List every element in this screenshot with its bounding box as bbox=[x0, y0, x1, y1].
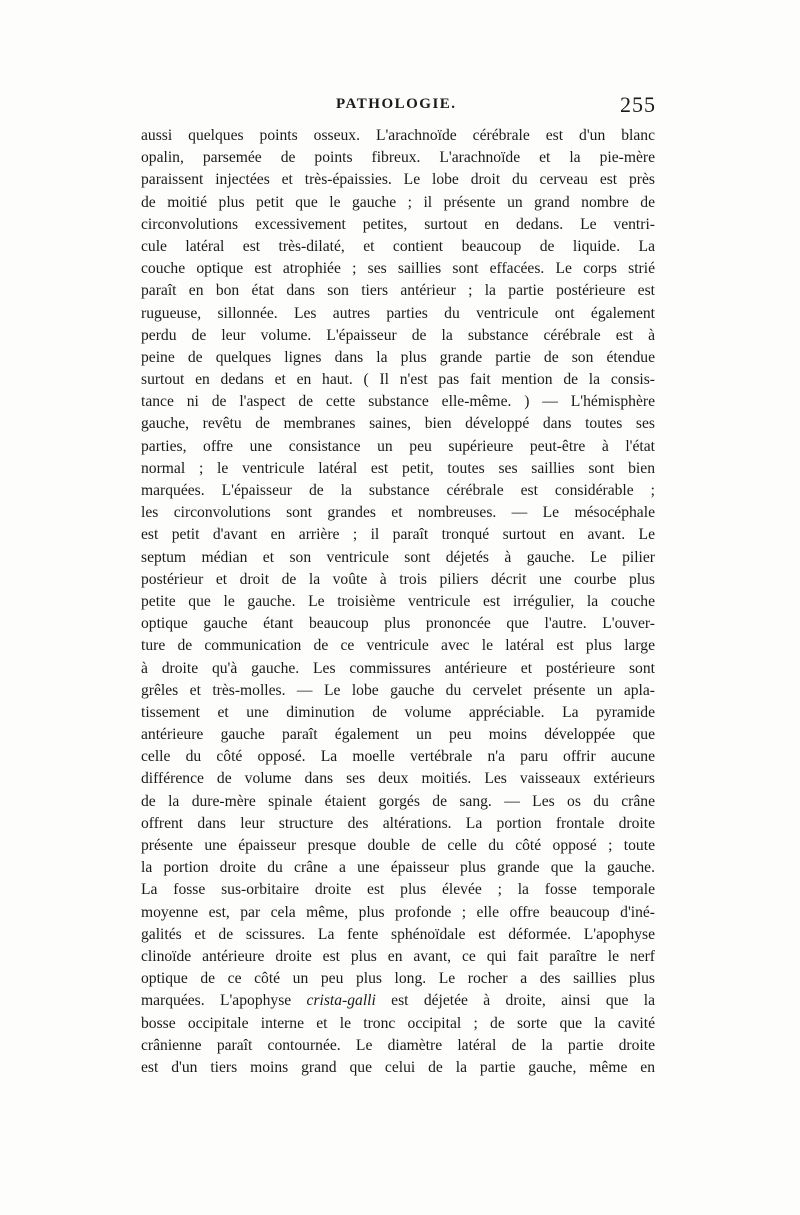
body-text bbox=[141, 125, 655, 1079]
text-line: petite que le gauche. Le troisième ventricule est irrégulier, la couche bbox=[141, 592, 655, 610]
text-line: de la dure-mère spinale étaient gorgés de sang. — Les os du crâne bbox=[141, 792, 655, 810]
text-line: perdu de leur volume. L'épaisseur de la substance cérébrale est à bbox=[141, 326, 655, 344]
text-line: normal ; le ventricule latéral est petit, toutes ses saillies sont bien bbox=[141, 459, 655, 477]
text-line: paraissent injectées et très-épaissies. Le lobe droit du cerveau est près bbox=[141, 171, 655, 189]
text-line: parties, offre une consistance un peu supérieure peut-être à l'état bbox=[141, 437, 655, 455]
text-line: optique de ce côté un peu plus long. Le rocher a des saillies plus bbox=[141, 970, 655, 988]
text-line: tissement et une diminution de volume appréciable. La pyramide bbox=[141, 703, 655, 721]
italic-term: crista-galli bbox=[306, 992, 376, 1010]
text-line: antérieure gauche paraît également un peu moins développée que bbox=[141, 726, 655, 744]
text-line: postérieur et droit de la voûte à trois piliers décrit une courbe plus bbox=[141, 570, 655, 588]
text-line: la portion droite du crâne a une épaisseur plus grande que la gauche. bbox=[141, 859, 655, 877]
text-line: est petit d'avant en arrière ; il paraît tronqué surtout en avant. Le bbox=[141, 526, 655, 544]
page-number: 255 bbox=[620, 92, 656, 117]
text-line: marquées. L'épaisseur de la substance cérébrale est considérable ; bbox=[141, 482, 655, 499]
text-line: grêles et très-molles. — Le lobe gauche du cervelet présente un apla- bbox=[141, 681, 655, 699]
text-line: clinoïde antérieure droite est plus en avant, ce qui fait paraître le nerf bbox=[141, 947, 655, 965]
text-segment: est déjetée à droite, ainsi que la bbox=[375, 992, 655, 1010]
running-head bbox=[140, 92, 656, 120]
text-line: gauche, revêtu de membranes saines, bien développé dans toutes ses bbox=[141, 415, 655, 433]
text-line: La fosse sus-orbitaire droite est plus élevée ; la fosse temporale bbox=[141, 881, 655, 899]
text-line: septum médian et son ventricule sont déjetés à gauche. Le pilier bbox=[141, 548, 655, 566]
text-line: ture de communication de ce ventricule avec le latéral est plus large bbox=[141, 637, 655, 655]
text-line: optique gauche étant beaucoup plus prononcée que l'autre. L'ouver- bbox=[141, 615, 655, 633]
text-line: opalin, parsemée de points fibreux. L'arachnoïde et la pie-mère bbox=[141, 149, 655, 167]
text-line: crânienne paraît contournée. Le diamètre latéral de la partie droite bbox=[141, 1036, 655, 1054]
text-line: circonvolutions excessivement petites, surtout en dedans. Le ventri- bbox=[141, 215, 655, 233]
text-line-italic bbox=[141, 990, 655, 1012]
text-line: tance ni de l'aspect de cette substance elle-même. ) — L'hémisphère bbox=[141, 393, 655, 411]
text-line: bosse occipitale interne et le tronc occipital ; de sorte que la cavité bbox=[141, 1014, 655, 1032]
text-line: différence de volume dans ses deux moitiés. Les vaisseaux extérieurs bbox=[141, 770, 655, 788]
text-line: est d'un tiers moins grand que celui de la partie gauche, même en bbox=[141, 1058, 655, 1076]
running-title: PATHOLOGIE. bbox=[336, 96, 457, 112]
text-line: surtout en dedans et en haut. ( Il n'est pas fait mention de la consis- bbox=[141, 371, 655, 389]
text-segment: marquées. L'apophyse bbox=[141, 992, 307, 1010]
text-line: les circonvolutions sont grandes et nombreuses. — Le mésocéphale bbox=[141, 504, 655, 522]
text-line: celle du côté opposé. La moelle vertébrale n'a paru offrir aucune bbox=[141, 748, 655, 766]
text-line: offrent dans leur structure des altérations. La portion frontale droite bbox=[141, 814, 655, 832]
text-line: rugueuse, sillonnée. Les autres parties du ventricule ont également bbox=[141, 304, 655, 322]
text-line: peine de quelques lignes dans la plus grande partie de son étendue bbox=[141, 348, 655, 366]
text-line: galités et de scissures. La fente sphénoïdale est déformée. L'apophyse bbox=[141, 925, 655, 943]
text-line: moyenne est, par cela même, plus profonde ; elle offre beaucoup d'iné- bbox=[141, 903, 655, 921]
text-line: couche optique est atrophiée ; ses saillies sont effacées. Le corps strié bbox=[141, 260, 655, 278]
text-line: présente une épaisseur presque double de celle du côté opposé ; toute bbox=[141, 837, 655, 854]
text-line: paraît en bon état dans son tiers antérieur ; la partie postérieure est bbox=[141, 282, 655, 300]
text-line: aussi quelques points osseux. L'arachnoïde cérébrale est d'un blanc bbox=[141, 127, 655, 144]
text-line: de moitié plus petit que le gauche ; il présente un grand nombre de bbox=[141, 193, 655, 211]
text-line: cule latéral est très-dilaté, et contient beaucoup de liquide. La bbox=[141, 237, 655, 255]
text-line: à droite qu'à gauche. Les commissures antérieure et postérieure sont bbox=[141, 659, 655, 677]
